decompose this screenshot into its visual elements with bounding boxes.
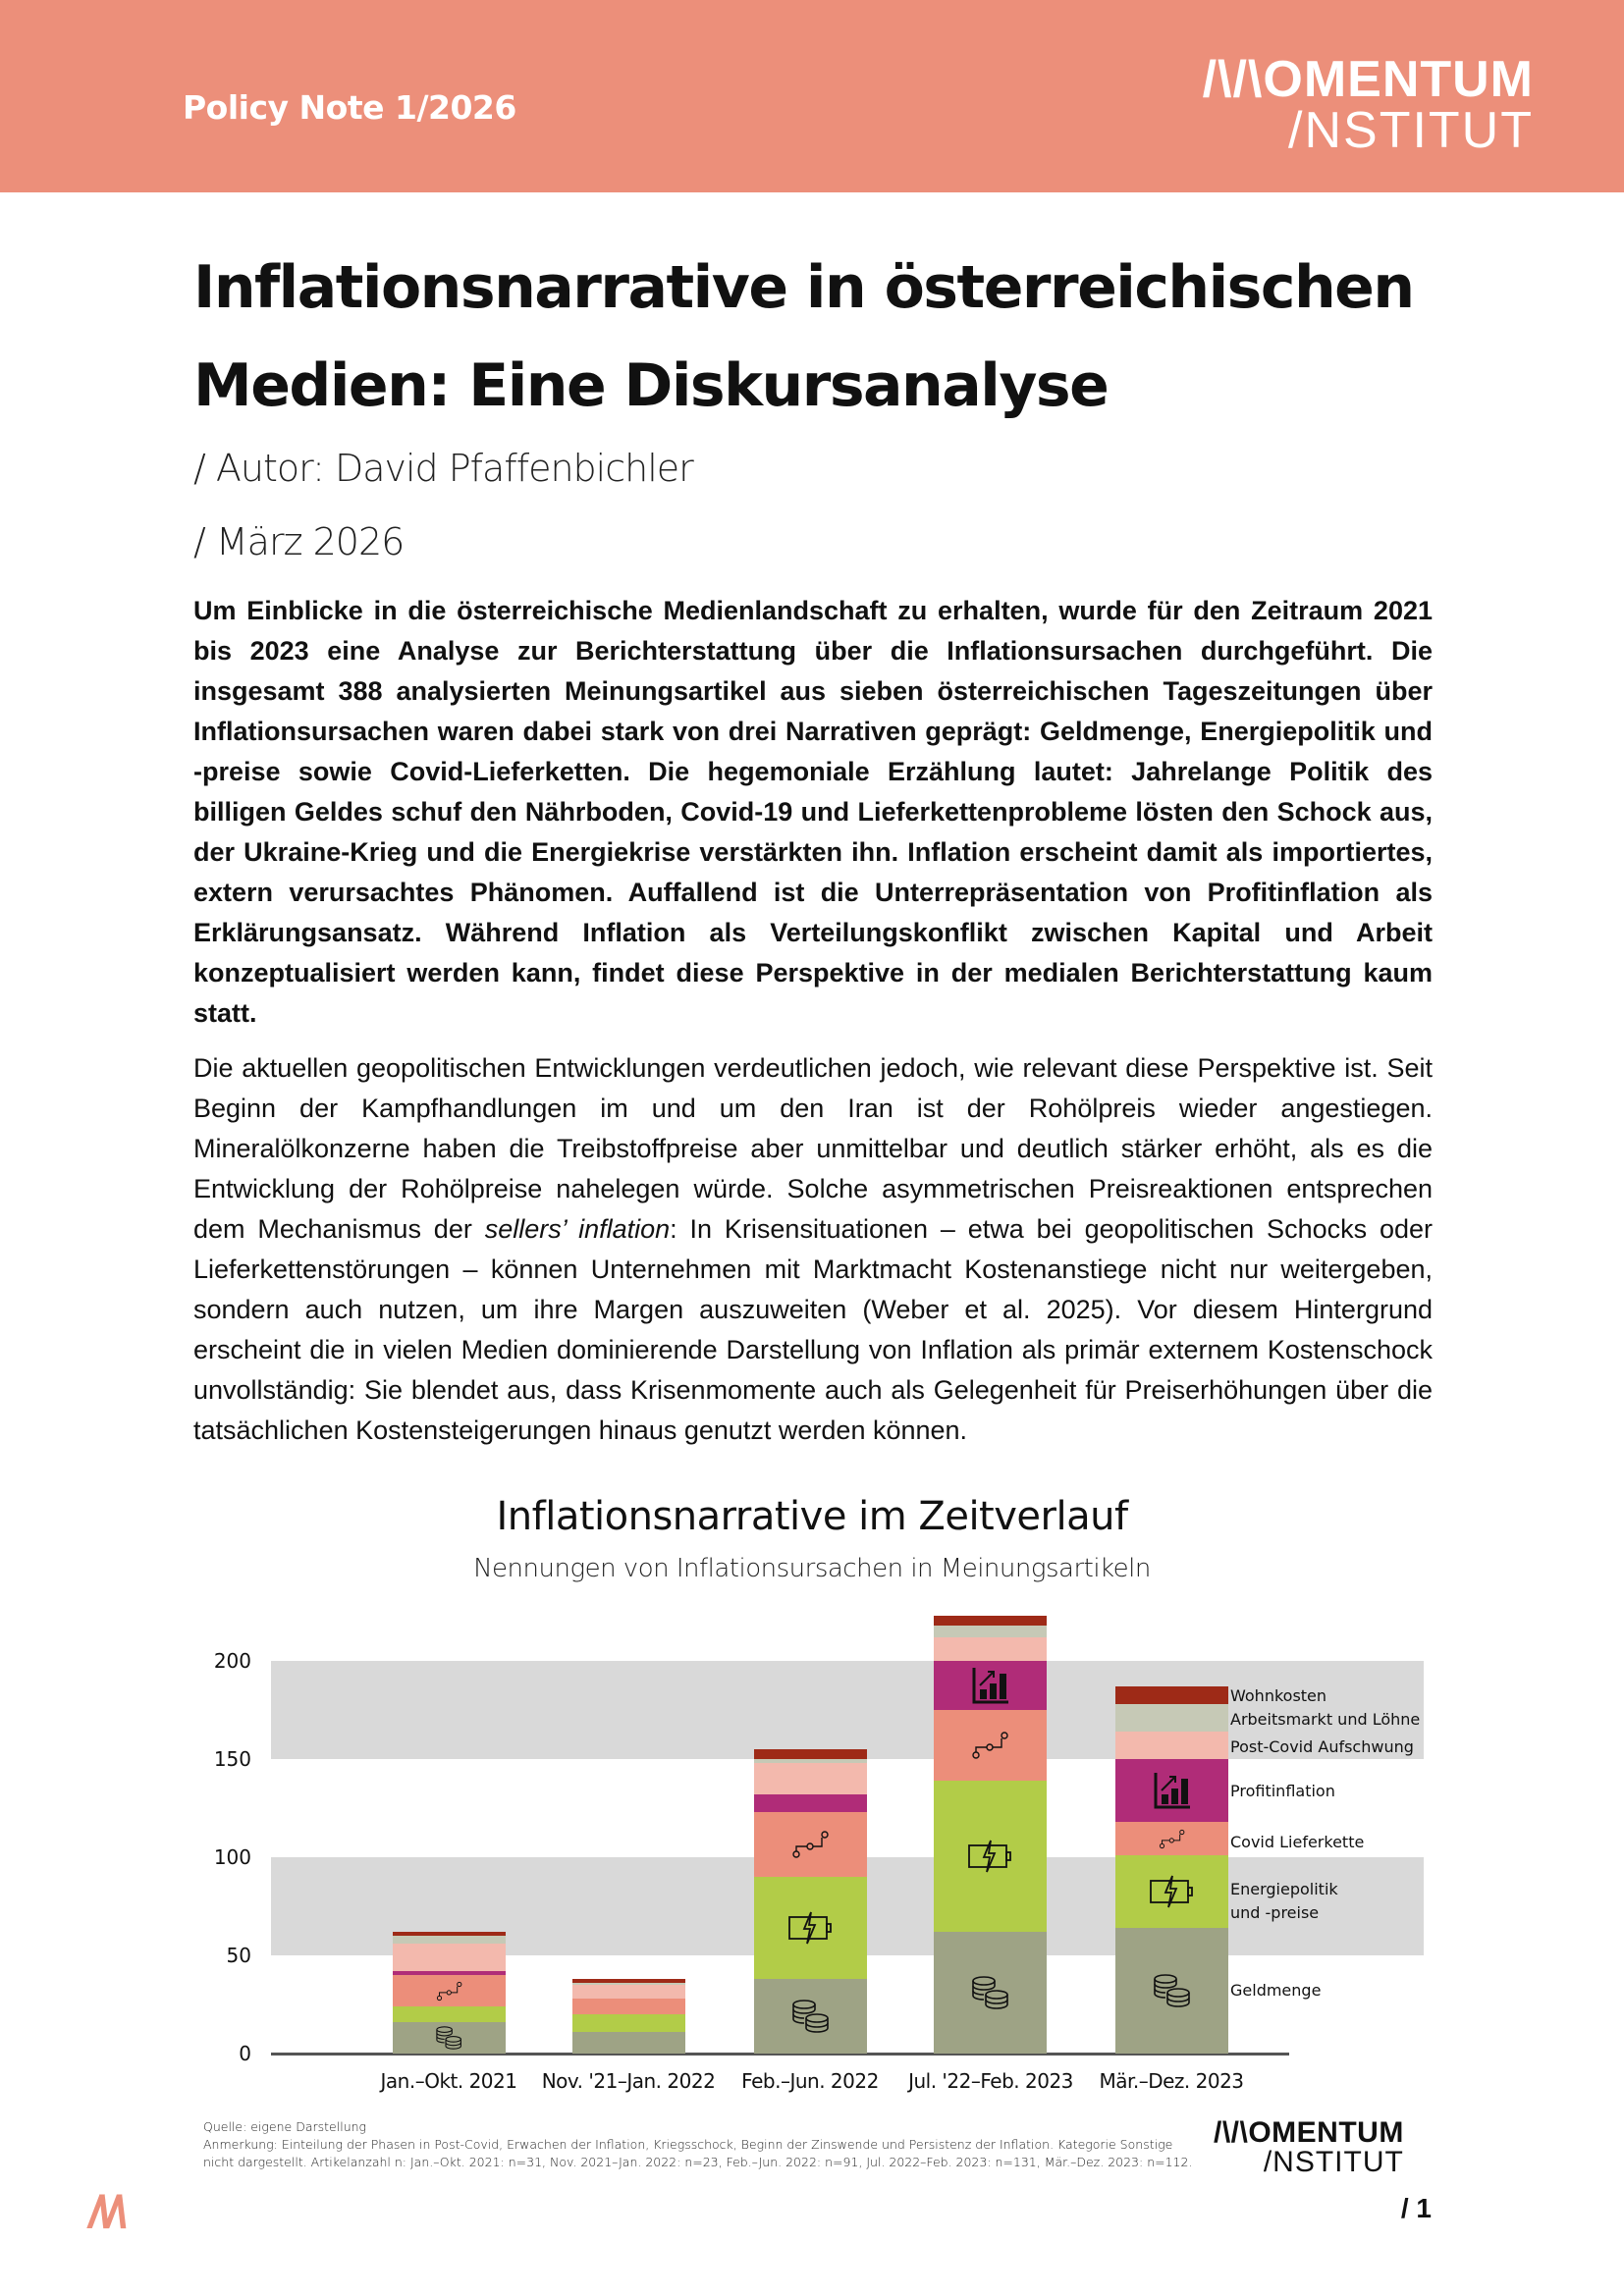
bar-segment-post-covid-aufschwung [934, 1637, 1047, 1661]
page-number: / 1 [1400, 2193, 1432, 2223]
bar-segment-geldmenge [934, 1932, 1047, 2054]
supply-chain-icon [791, 1830, 831, 1859]
bar-4 [934, 1616, 1047, 2054]
footnote-note-1: Anmerkung: Einteilung der Phasen in Post-Covid, Erwachen der Inflation, Kriegsschock, Beginn der Zinswende und Persistenz der Inflation. Kategorie Sonstige [203, 2137, 1173, 2152]
footer-logo [1214, 2118, 1404, 2177]
bar-segment-arbeitsmarkt-und-l-hne [393, 1936, 506, 1944]
legend-post-covid: Post-Covid Aufschwung [1230, 1737, 1414, 1756]
bar-segment-energiepolitik-und-preise [1115, 1855, 1228, 1928]
y-tick-50: 50 [226, 1944, 251, 1967]
bar-segment-arbeitsmarkt-und-l-hne [572, 1983, 685, 1985]
date-line: / März 2026 [193, 520, 405, 563]
chart-title: Inflationsnarrative im Zeitverlauf [496, 1494, 1128, 1539]
legend-energiepolitik [1230, 1878, 1338, 1925]
x-label-1: Jan.–Okt. 2021 [380, 2069, 517, 2093]
bar-segment-profitinflation [934, 1661, 1047, 1710]
bar-segment-covid-lieferkette [934, 1710, 1047, 1781]
policy-note-label: Policy Note 1/2026 [183, 88, 516, 127]
bar-segment-wohnkosten [754, 1749, 867, 1759]
supply-chain-icon [971, 1731, 1010, 1760]
bar-segment-energiepolitik-und-preise [572, 2014, 685, 2032]
footer-logo-momentum: /\/\OMENTUM [1214, 2116, 1404, 2149]
bar-segment-wohnkosten [1115, 1686, 1228, 1704]
y-tick-100: 100 [213, 1845, 251, 1869]
bar-segment-post-covid-aufschwung [754, 1763, 867, 1794]
bar-segment-arbeitsmarkt-und-l-hne [934, 1626, 1047, 1637]
bar-segment-covid-lieferkette [754, 1812, 867, 1877]
coins-icon [789, 1997, 833, 2036]
bar-segment-geldmenge [1115, 1928, 1228, 2054]
legend-covid-lieferkette: Covid Lieferkette [1230, 1833, 1365, 1851]
author-line: / Autor: David Pfaffenbichler [193, 447, 693, 490]
lead-paragraph: Um Einblicke in die österreichische Medienlandschaft zu erhalten, wurde für den Zeitraum 2021 bis 2023 eine Analyse zur Berichterstattung über die Inflationsursachen durchgeführt. Die insgesamt 388 analysierten Meinungsartikel aus sieben österreichischen Tageszeitungen über Inflationsursachen waren dabei stark von drei Narrativen geprägt: Geldmenge, Energiepolitik und -preise sowie Covid-Lieferketten. Die hegemoniale Erzählung lautet: Jahrelange Politik des billigen Geldes schuf den Nährboden, Covid-19 und Lieferkettenprobleme lösten den Schock aus, der Ukraine-Krieg und die Energiekrise verstärkten ihn. Inflation erscheint damit als importiertes, extern verursachtes Phänomen. Auffallend ist die Unterrepräsentation von Profitinflation als Erklärungsansatz. Während Inflation als Verteilungskonflikt zwischen Kapital und Arbeit konzeptualisiert werden kann, findet diese Perspektive in der medialen Berichterstattung kaum statt. [193, 596, 1433, 1028]
bar-segment-profitinflation [393, 1971, 506, 1975]
stacked-bar-chart [187, 1629, 1463, 2101]
bar-segment-geldmenge [393, 2022, 506, 2054]
legend-energie-line-2: und -preise [1230, 1903, 1320, 1922]
y-tick-200: 200 [213, 1649, 251, 1673]
bar-segment-energiepolitik-und-preise [754, 1877, 867, 1979]
legend-profitinflation: Profitinflation [1230, 1782, 1335, 1800]
bar-segment-wohnkosten [393, 1932, 506, 1936]
x-label-5: Mär.–Dez. 2023 [1099, 2069, 1244, 2093]
footer-logo-institut: /NSTITUT [1263, 2146, 1404, 2178]
bar-segment-post-covid-aufschwung [572, 1985, 685, 1999]
x-label-2: Nov. '21–Jan. 2022 [541, 2069, 716, 2093]
bar-segment-post-covid-aufschwung [393, 1944, 506, 1971]
title-line-1: Inflationsnarrative in österreichischen [193, 253, 1414, 322]
bar-segment-covid-lieferkette [572, 1999, 685, 2014]
momentum-logo [1202, 51, 1534, 159]
bar-segment-energiepolitik-und-preise [934, 1781, 1047, 1932]
page-title [193, 239, 1470, 435]
bar-3 [754, 1749, 867, 2054]
supply-chain-icon [436, 1981, 463, 2002]
bar-segment-geldmenge [572, 2032, 685, 2054]
body-text-2: : In Krisensituationen – etwa bei geopolitischen Schocks oder Lieferkettenstörungen – können Unternehmen mit Marktmacht Kostenanstiege nicht nur weitergeben, sondern auch nutzen, um ihre Margen auszuweiten (Weber et al. 2025). Vor diesem Hintergrund erscheint die in vielen Medien dominierende Darstellung von Inflation als primär externem Kostenschock unvollständig: Sie blendet aus, dass Krisenmomente auch als Gelegenheit für Preiserhöhungen über die tatsächlichen Kostensteigerungen hinaus genutzt werden können. [193, 1214, 1434, 1445]
coins-icon [969, 1973, 1012, 2012]
y-tick-150: 150 [213, 1747, 251, 1771]
x-label-4: Jul. '22–Feb. 2023 [908, 2069, 1073, 2093]
coins-icon [434, 2024, 464, 2052]
body-italic-term: sellers’ inflation [484, 1214, 671, 1244]
legend-arbeitsmarkt: Arbeitsmarkt und Löhne [1230, 1710, 1421, 1729]
footer-brand-mark: /\/\ [88, 2186, 124, 2237]
footnote-note-2: nicht dargestellt. Artikelanzahl n: Jan.–Okt. 2021: n=31, Nov. 2021–Jan. 2022: n=23, Feb.–Jun. 2022: n=91, Jul. 2022–Feb. 2023: n=131, Mär.–Dez. 2023: n=112. [203, 2155, 1193, 2169]
bar-segment-covid-lieferkette [1115, 1822, 1228, 1855]
bar-chart-up-icon [1153, 1771, 1192, 1810]
logo-line-momentum: /\/\OMENTUM [1202, 51, 1534, 108]
legend-energie-line-1: Energiepolitik [1230, 1880, 1338, 1898]
bar-segment-wohnkosten [934, 1616, 1047, 1626]
bar-segment-profitinflation [1115, 1759, 1228, 1822]
legend-geldmenge: Geldmenge [1230, 1981, 1322, 2000]
bar-5 [1115, 1686, 1228, 2054]
bar-segment-arbeitsmarkt-und-l-hne [754, 1759, 867, 1763]
bar-segment-covid-lieferkette [393, 1975, 506, 2006]
logo-line-institut: /NSTITUT [1288, 102, 1534, 159]
bar-segment-geldmenge [754, 1979, 867, 2054]
title-line-2: Medien: Eine Diskursanalyse [193, 351, 1109, 420]
bar-segment-profitinflation [754, 1794, 867, 1812]
legend-wohnkosten: Wohnkosten [1230, 1686, 1327, 1705]
chart-footnote [203, 2118, 1215, 2171]
body-text-1: Die aktuellen geopolitischen Entwicklungen verdeutlichen jedoch, wie relevant diese Perspektive ist. Seit Beginn der Kampfhandlungen im und um den Iran ist der Rohölpreis wieder angestiegen. Mineralölkonzerne haben die Treibstoffpreise aber unmittelbar und deutlich stärker erhöht, als es die Entwicklung der Rohölpreise nahelegen würde. Solche asymmetrischen Preisreaktionen entsprechen dem Mechanismus der [193, 1053, 1433, 1244]
footnote-source: Quelle: eigene Darstellung [203, 2119, 367, 2134]
bar-segment-energiepolitik-und-preise [393, 2006, 506, 2022]
x-label-3: Feb.–Jun. 2022 [741, 2069, 879, 2093]
bar-segment-post-covid-aufschwung [1115, 1732, 1228, 1759]
bar-2 [572, 1979, 685, 2054]
bar-segment-wohnkosten [572, 1979, 685, 1983]
y-tick-0: 0 [239, 2042, 251, 2065]
header-banner [0, 0, 1624, 192]
bar-chart-up-icon [971, 1666, 1010, 1705]
bar-1 [393, 1932, 506, 2054]
battery-bolt-icon [1149, 1875, 1196, 1908]
chart-subtitle: Nennungen von Inflationsursachen in Meinungsartikeln [473, 1554, 1151, 1583]
supply-chain-icon [1159, 1829, 1186, 1849]
battery-bolt-icon [967, 1840, 1014, 1873]
bar-segment-arbeitsmarkt-und-l-hne [1115, 1704, 1228, 1732]
body-paragraph [193, 1048, 1433, 1451]
coins-icon [1151, 1971, 1194, 2010]
battery-bolt-icon [787, 1911, 835, 1945]
